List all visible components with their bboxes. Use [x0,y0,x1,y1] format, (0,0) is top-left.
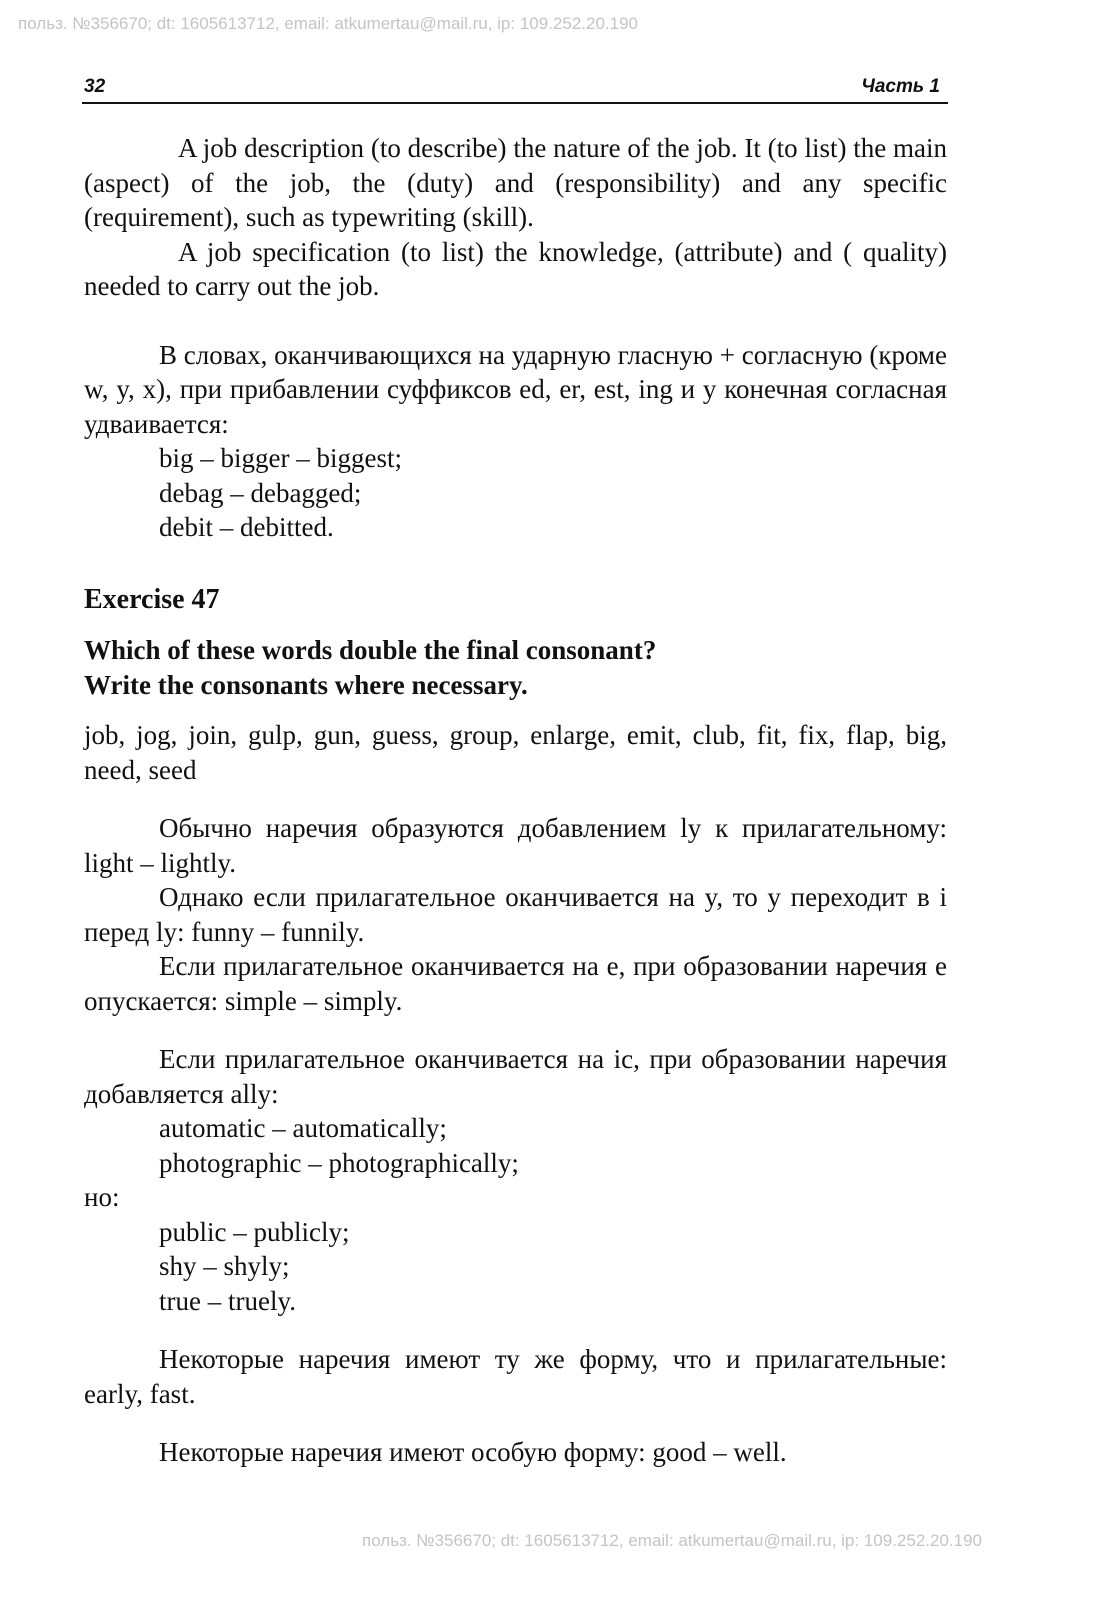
adverb-rule-paragraph: Однако если прилагательное оканчивается на y, то y переходит в i перед ly: funny – funnily. [84,882,947,947]
ic-example: photographic – photographically; [159,1147,519,1178]
page-number: 32 [84,76,106,97]
doubling-example: debit – debitted. [159,512,334,542]
but-label: но: [84,1182,120,1212]
page-body [84,131,947,1470]
watermark-top: польз. №356670; dt: 1605613712, email: atkumertau@mail.ru, ip: 109.252.20.190 [18,14,639,33]
watermark-bottom: польз. №356670; dt: 1605613712, email: atkumertau@mail.ru, ip: 109.252.20.190 [362,1531,983,1550]
exercise-title: Exercise 47 [84,583,220,615]
exception-example: shy – shyly; [159,1251,290,1281]
adverb-rule-paragraph: Обычно наречия образуются добавлением ly к прилагательному: light – lightly. [84,813,947,878]
special-form-paragraph: Некоторые наречия имеют особую форму: good – well. [159,1437,787,1467]
job-specification-paragraph: A job specification (to list) the knowledge, (attribute) and ( quality) needed to carry out the job. [84,236,947,301]
exercise-instruction: Which of these words double the final consonant? [84,635,657,665]
adverb-rule-paragraph: Если прилагательное оканчивается на e, при образовании наречия e опускается: simple – simply. [84,951,947,1016]
exercise-word-list: job, jog, join, gulp, gun, guess, group, enlarge, emit, club, fit, fix, flap, big, need, seed [84,720,947,785]
doubling-rule-paragraph: В словах, оканчивающихся на ударную гласную + согласную (кроме w, y, x), при прибавлении суффиксов ed, er, est, ing и у конечная согласная удваивается: [84,339,947,439]
exercise-instruction: Write the consonants where necessary. [84,669,528,700]
doubling-example: big – bigger – biggest; [159,443,402,473]
adverb-ic-rule-paragraph: Если прилагательное оканчивается на ic, при образовании наречия добавляется ally: [84,1044,947,1109]
job-description-paragraph: A job description (to describe) the nature of the job. It (to list) the main (aspect) of the job, the (duty) and (responsibility) and any specific (requirement), such as typewriting (skill). [84,133,947,232]
same-form-paragraph: Некоторые наречия имеют ту же форму, что и прилагательные: early, fast. [84,1344,947,1409]
ic-example: automatic – automatically; [159,1113,447,1143]
exception-example: true – truely. [159,1285,296,1316]
running-title: Часть 1 [861,76,940,97]
exception-example: public – publicly; [159,1216,350,1247]
doubling-example: debag – debagged; [159,477,362,508]
page-header [82,72,948,104]
